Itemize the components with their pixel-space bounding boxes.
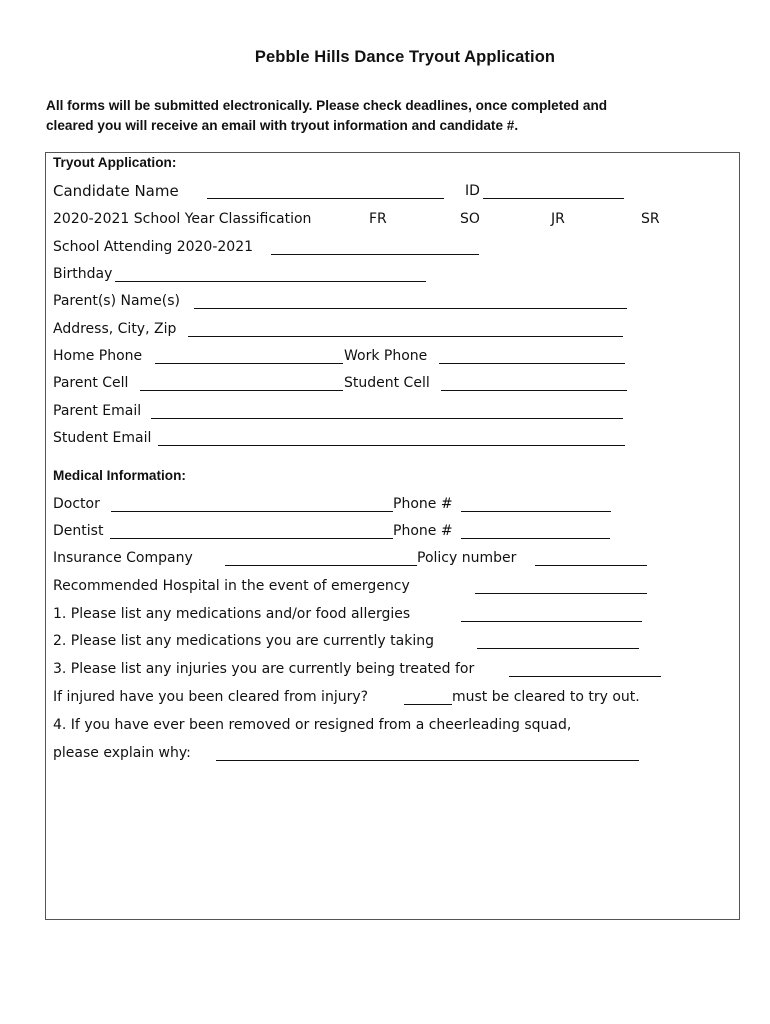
candidate-name-field[interactable] xyxy=(207,181,444,199)
insurance-label: Insurance Company xyxy=(53,550,193,566)
class-option-sr[interactable]: SR xyxy=(641,211,660,227)
student-cell-field[interactable] xyxy=(441,373,627,391)
injury-cleared-field[interactable] xyxy=(404,687,452,705)
home-phone-label: Home Phone xyxy=(53,348,143,364)
injury-cleared-note: must be cleared to try out. xyxy=(452,689,640,705)
medical-section-heading: Medical Information: xyxy=(53,468,186,483)
classification-label: 2020-2021 School Year Classification xyxy=(53,211,312,227)
explain-field[interactable] xyxy=(216,743,639,761)
allergies-label: 1. Please list any medications and/or food allergies xyxy=(53,606,411,622)
work-phone-label: Work Phone xyxy=(344,348,428,364)
application-form-box xyxy=(45,152,740,920)
tryout-section-heading: Tryout Application: xyxy=(53,155,177,170)
policy-label: Policy number xyxy=(417,550,517,566)
page-title: Pebble Hills Dance Tryout Application xyxy=(254,48,556,66)
id-field[interactable] xyxy=(483,181,624,199)
school-field[interactable] xyxy=(271,237,479,255)
birthday-label: Birthday xyxy=(53,266,113,282)
work-phone-field[interactable] xyxy=(439,346,625,364)
home-phone-field[interactable] xyxy=(155,346,343,364)
parent-names-label: Parent(s) Name(s) xyxy=(53,293,181,309)
hospital-field[interactable] xyxy=(475,576,647,594)
parent-email-label: Parent Email xyxy=(53,403,142,419)
insurance-field[interactable] xyxy=(225,548,417,566)
parent-email-field[interactable] xyxy=(151,401,623,419)
student-email-field[interactable] xyxy=(158,428,625,446)
explain-label: please explain why: xyxy=(53,745,191,761)
parent-cell-label: Parent Cell xyxy=(53,375,129,391)
dentist-field[interactable] xyxy=(110,521,393,539)
doctor-phone-label: Phone # xyxy=(393,496,453,512)
intro-text xyxy=(46,96,736,136)
removed-squad-label: 4. If you have ever been removed or resigned from a cheerleading squad, xyxy=(53,717,572,733)
medications-label: 2. Please list any medications you are currently taking xyxy=(53,633,434,649)
student-cell-label: Student Cell xyxy=(344,375,430,391)
injuries-field[interactable] xyxy=(509,659,661,677)
candidate-name-label: Candidate Name xyxy=(53,182,179,200)
id-label: ID xyxy=(465,183,480,199)
dentist-label: Dentist xyxy=(53,523,104,539)
school-label: School Attending 2020-2021 xyxy=(53,239,254,255)
parent-names-field[interactable] xyxy=(194,291,627,309)
class-option-fr[interactable]: FR xyxy=(369,211,387,227)
parent-cell-field[interactable] xyxy=(140,373,343,391)
class-option-jr[interactable]: JR xyxy=(551,211,565,227)
injury-cleared-label: If injured have you been cleared from injury? xyxy=(53,689,369,705)
intro-line-2: cleared you will receive an email with tryout information and candidate #. xyxy=(46,118,519,133)
class-option-so[interactable]: SO xyxy=(460,211,480,227)
policy-field[interactable] xyxy=(535,548,647,566)
allergies-field[interactable] xyxy=(461,604,642,622)
student-email-label: Student Email xyxy=(53,430,152,446)
dentist-phone-label: Phone # xyxy=(393,523,453,539)
doctor-phone-field[interactable] xyxy=(461,494,611,512)
injuries-label: 3. Please list any injuries you are currently being treated for xyxy=(53,661,475,677)
medications-field[interactable] xyxy=(477,631,639,649)
address-label: Address, City, Zip xyxy=(53,321,177,337)
dentist-phone-field[interactable] xyxy=(461,521,610,539)
hospital-label: Recommended Hospital in the event of emergency xyxy=(53,578,410,594)
birthday-field[interactable] xyxy=(115,264,426,282)
doctor-field[interactable] xyxy=(111,494,393,512)
intro-line-1: All forms will be submitted electronically. Please check deadlines, once completed and xyxy=(46,98,608,113)
address-field[interactable] xyxy=(188,319,623,337)
doctor-label: Doctor xyxy=(53,496,100,512)
